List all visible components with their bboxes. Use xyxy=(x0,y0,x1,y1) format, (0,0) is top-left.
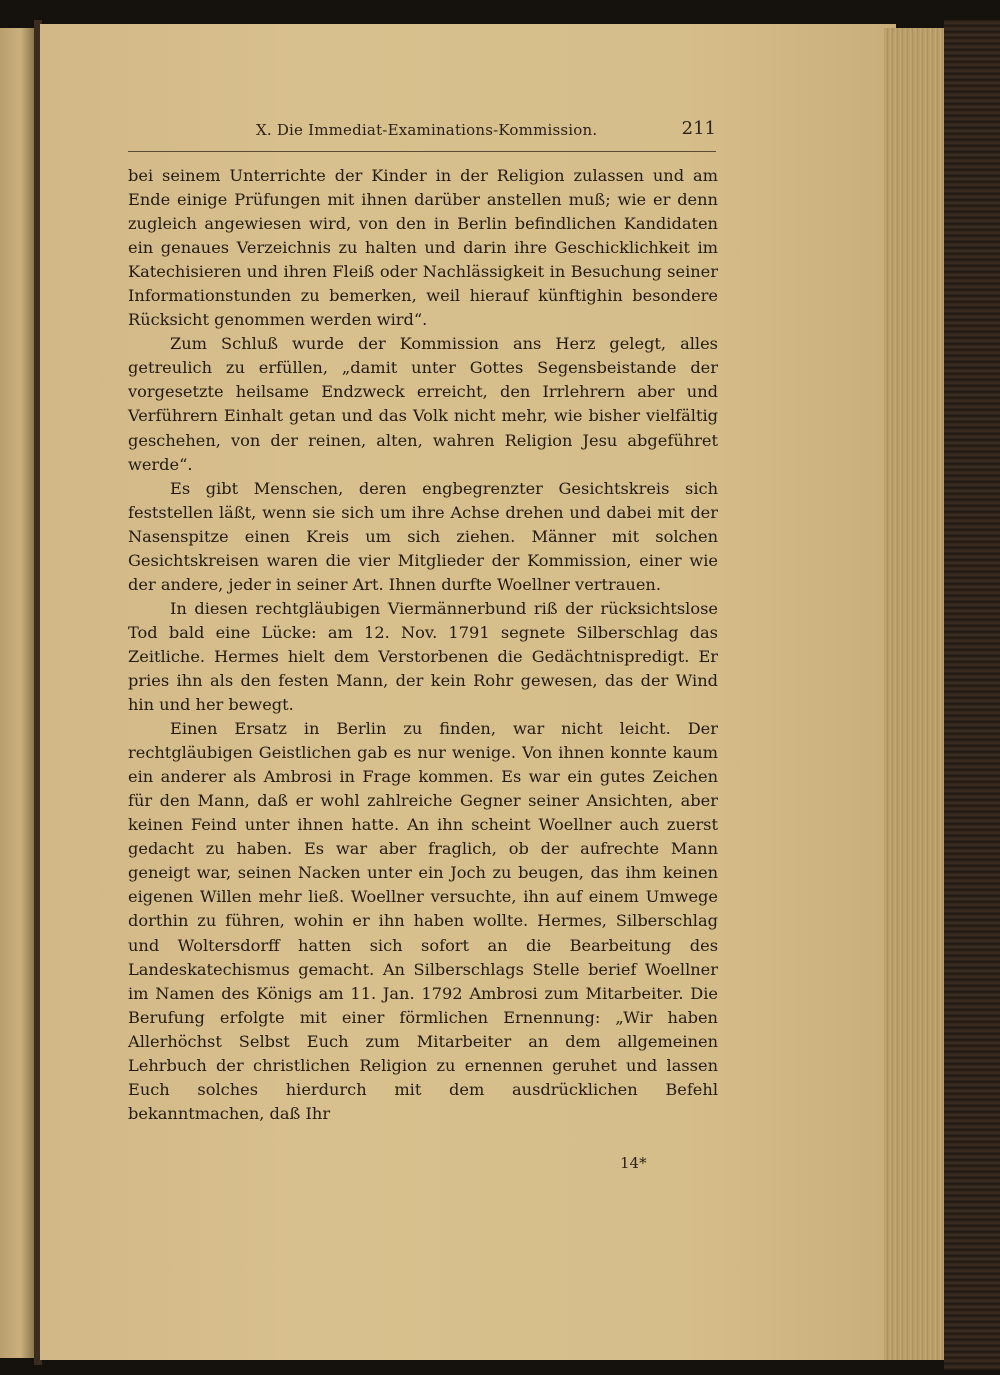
book-cover-edge xyxy=(944,20,1000,1370)
page-edges xyxy=(884,28,944,1360)
paragraph: Einen Ersatz in Berlin zu finden, war nicht leicht. Der rechtgläubigen Geistlichen gab es nur wenige. Von ihnen konnte kaum ein anderer als Ambrosi in Frage kommen. Es war ein gutes Zeichen für den Mann, daß er wohl zahlreiche Gegner seiner Ansichten, aber keinen Feind unter ihnen hatte. An ihn scheint Woellner auch zuerst gedacht zu haben. Es war aber fraglich, ob der aufrechte Mann geneigt war, seinen Nacken unter ein Joch zu beugen, das ihm keinen eigenen Willen mehr ließ. Woellner versuchte, ihn auf einem Umwege dorthin zu führen, wohin er ihn haben wollte. Hermes, Silberschlag und Woltersdorff hatten sich sofort an die Bearbeitung des Landeskatechismus gemacht. An Silberschlags Stelle berief Woellner im Namen des Königs am 11. Jan. 1792 Ambrosi zum Mitarbeiter. Die Berufung erfolgte mit einer förmlichen Ernennung: „Wir haben Allerhöchst Selbst Euch zum Mitarbeiter an dem allgemeinen Lehrbuch der christlichen Religion zu ernennen geruhet und lassen Euch solches hierdurch mit dem ausdrücklichen Befehl bekanntmachen, daß Ihr xyxy=(128,719,718,1123)
page-number: 211 xyxy=(681,118,716,139)
left-page-edge xyxy=(0,28,34,1358)
running-title: X. Die Immediat-Examinations-Kommission. xyxy=(256,121,598,139)
paragraph: In diesen rechtgläubigen Viermännerbund riß der rücksichtslose Tod bald eine Lücke: am 12. Nov. 1791 segnete Silberschlag das Zeitliche. Hermes hielt dem Verstorbenen die Gedächtnispredigt. Er pries ihn als den festen Mann, der kein Rohr gewesen, das der Wind hin und her bewegt. xyxy=(128,598,718,715)
page-header xyxy=(120,118,720,148)
paragraph: Es gibt Menschen, deren engbegrenzter Gesichtskreis sich feststellen läßt, wenn sie sich um ihre Achse drehen und dabei mit der Nasenspitze einen Kreis um sich ziehen. Männer mit solchen Gesichtskreisen waren die vier Mitglieder der Kommission, einer wie der andere, jeder in seiner Art. Ihnen durfte Woellner vertrauen. xyxy=(128,478,718,594)
body-text xyxy=(128,164,718,1126)
header-rule xyxy=(128,151,716,152)
paragraph: bei seinem Unterrichte der Kinder in der Religion zulassen und am Ende einige Prüfungen mit ihnen darüber anstellen muß; wie er denn zugleich angewiesen wird, von den in Berlin befindlichen Kandidaten ein genaues Verzeichnis zu halten und darin ihre Geschicklichkeit im Katechisieren und ihren Fleiß oder Nachlässigkeit in Besuchung seiner Informationstunden zu bemerken, weil hierauf künftighin besondere Rücksicht genommen werden wird“. xyxy=(128,166,718,330)
signature-mark: 14* xyxy=(620,1154,647,1172)
paragraph: Zum Schluß wurde der Kommission ans Herz gelegt, alles getreulich zu erfüllen, „damit unter Gottes Segensbeistande der vorgesetzte heilsame Endzweck erreicht, den Irrlehrern aber und Verführern Einhalt getan und das Volk nicht mehr, wie bisher vielfältig geschehen, von der reinen, alten, wahren Religion Jesu abgeführet werde“. xyxy=(128,334,718,474)
